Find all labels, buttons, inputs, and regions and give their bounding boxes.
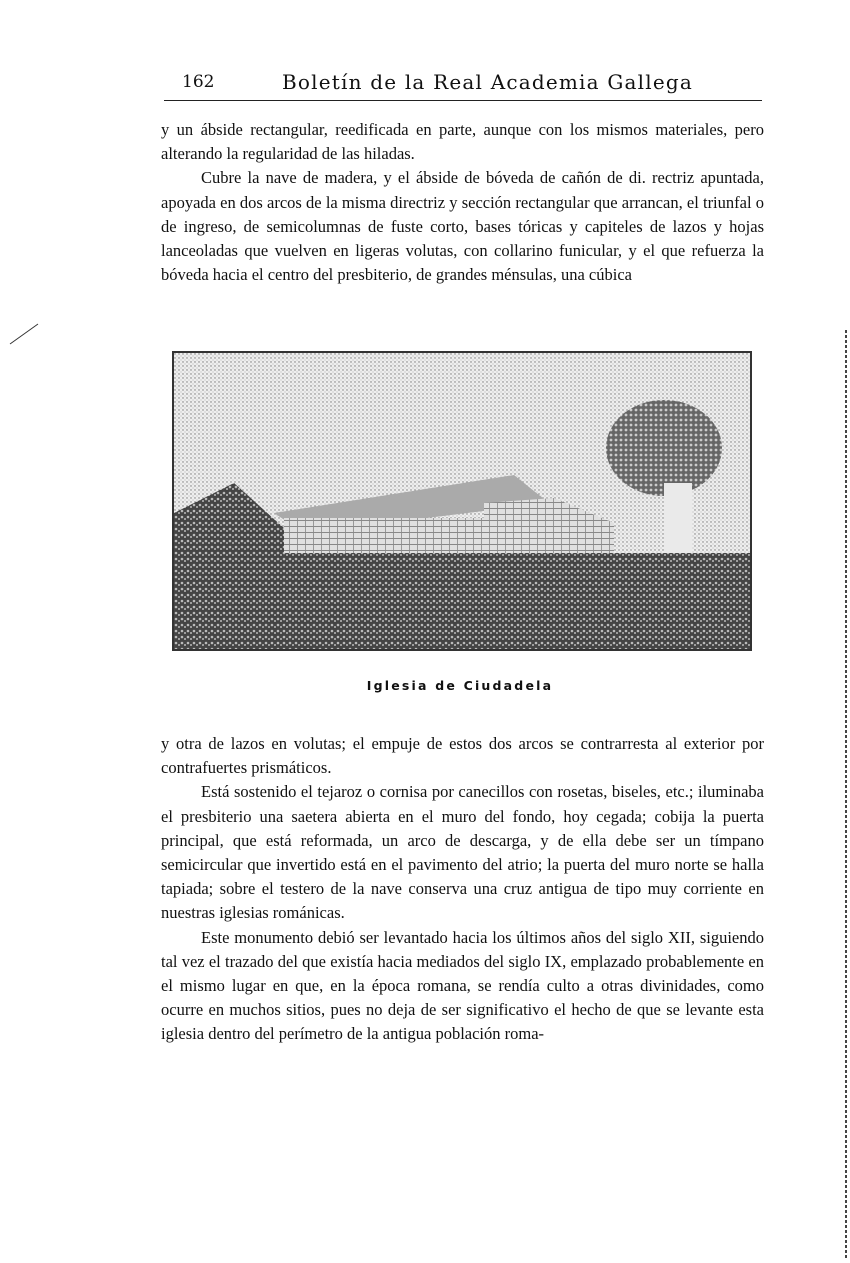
figure-caption: Iglesia de Ciudadela: [366, 678, 554, 693]
paragraph: Este monumento debió ser levantado hacia los últimos años del siglo XII, siguiendo tal vez el trazado del que existía hacia mediados del siglo IX, emplazado probablemente en el mismo lugar en que, en la época romana, se rendía culto a otras divinidades, como ocurre en muchos sitios, pues no deja de ser significativo el hecho de que se levante esta iglesia dentro del perímetro de la antigua población roma-: [161, 927, 764, 1044]
paragraph: y otra de lazos en volutas; el empuje de estos dos arcos se contrarresta al exterior por contrafuertes prismáticos.: [161, 734, 764, 778]
paragraph: y un ábside rectangular, reedificada en parte, aunque con los mismos materiales, pero alterando la regularidad de las hiladas.: [161, 120, 764, 164]
tree-crown: [606, 400, 722, 496]
foreground-vegetation: [174, 553, 750, 649]
text-block-top: [161, 118, 764, 287]
church-illustration: [174, 353, 750, 649]
page-number: 162: [182, 72, 215, 92]
paragraph: Está sostenido el tejaroz o cornisa por canecillos con rosetas, biseles, etc.; iluminaba el presbiterio una saetera abierta en el muro del fondo, hoy cegada; cobija la puerta principal, que está reformada, un arco de descarga, y de ella debe ser un tímpano semicircular que invertido está en el pavimento del atrio; la puerta del muro norte se halla tapiada; sobre el testero de la nave conserva una cruz antigua de tipo muy corriente en nuestras iglesias románicas.: [161, 782, 764, 923]
margin-pencil-mark: [8, 320, 40, 346]
church-photograph: [172, 351, 752, 651]
text-block-bottom: [161, 732, 764, 1047]
page-edge-shadow: [838, 330, 850, 1263]
paragraph: Cubre la nave de madera, y el ábside de bóveda de cañón de di. rectriz apuntada, apoyada en dos arcos de la misma directriz y sección rectangular que arrancan, el triunfal o de ingreso, de semicolumnas de fuste corto, bases tóricas y capiteles de lazos y hojas lanceoladas que vuelven en ligeras volutas, con collarino funicular, y el que refuerza la bóveda hacia el centro del presbiterio, de grandes ménsulas, una cúbica: [161, 168, 764, 285]
running-title: Boletín de la Real Academia Gallega: [282, 70, 693, 94]
page-header: [164, 68, 762, 101]
